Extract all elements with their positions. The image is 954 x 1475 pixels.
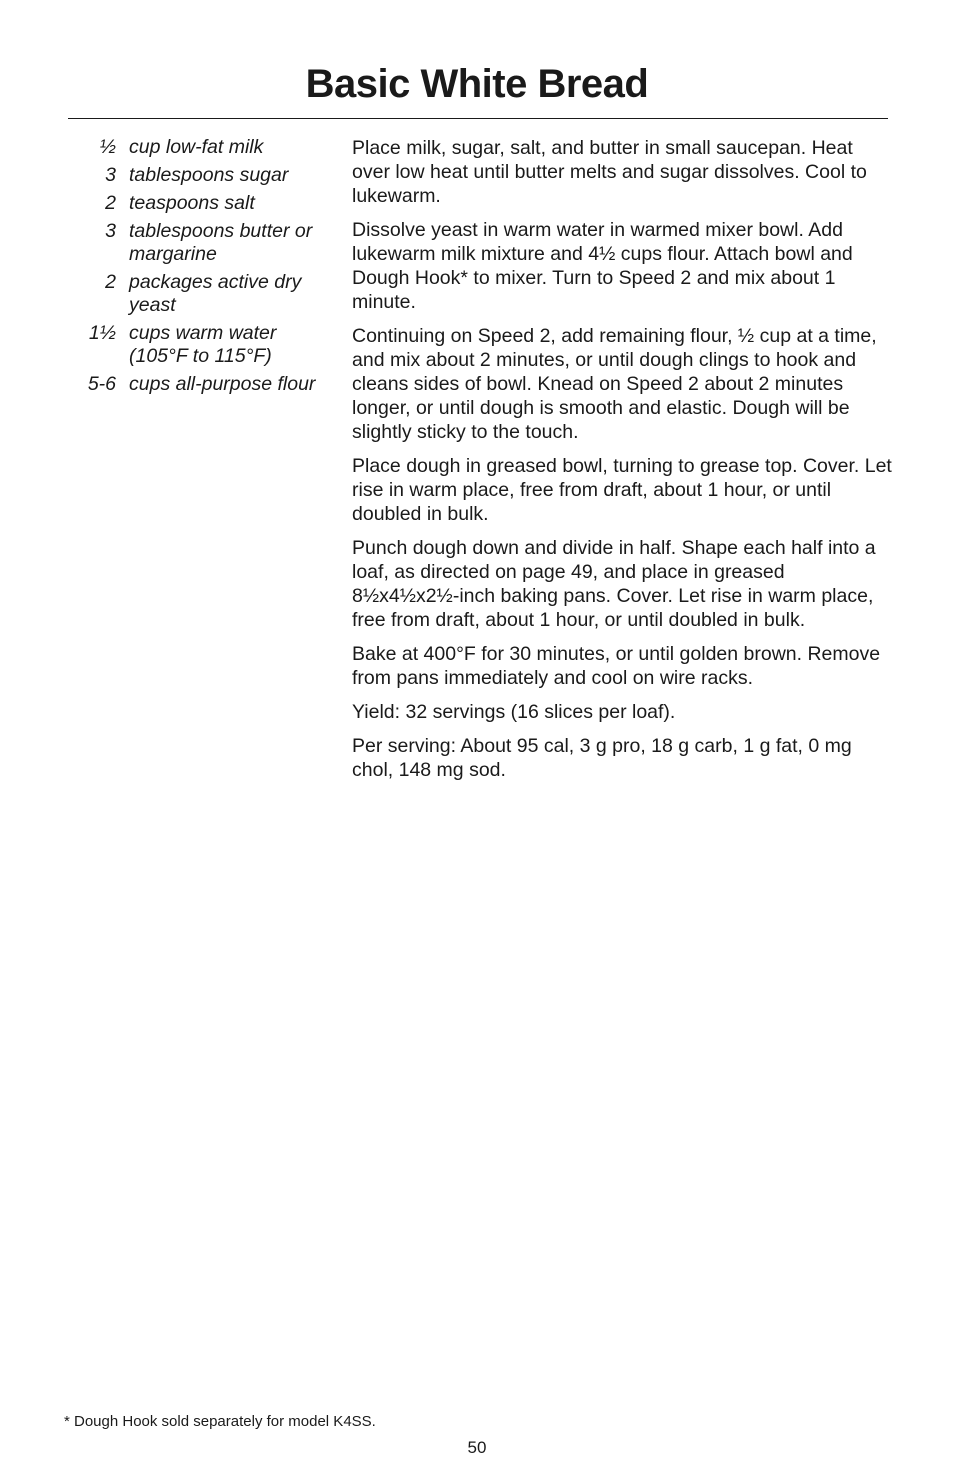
instruction-step: Place milk, sugar, salt, and butter in small saucepan. Heat over low heat until butter melts and sugar dissolves. Cool to lukewarm. [352,137,867,207]
ingredient-item [60,322,330,368]
ingredient-quantity: 1½ [88,322,116,344]
ingredient-item [60,192,330,215]
instruction-step: Bake at 400°F for 30 minutes, or until golden brown. Remove from pans immediately and cool on wire racks. [352,643,881,689]
ingredient-text: teaspoons salt [129,192,255,214]
page-title: Basic White Bread [305,62,649,106]
instruction-step: Continuing on Speed 2, add remaining flour, ½ cup at a time, and mix about 2 minutes, or until dough clings to hook and cleans sides of bowl. Knead on Speed 2 about 2 minutes longer, or until dough is smooth and elastic. Dough will be slightly sticky to the touch. [352,325,877,443]
ingredient-item [60,373,330,396]
ingredient-quantity: 2 [105,271,116,293]
ingredient-quantity: 3 [105,220,116,242]
ingredient-text: tablespoons sugar [129,164,289,186]
nutrition-text: Per serving: About 95 cal, 3 g pro, 18 g carb, 1 g fat, 0 mg chol, 148 mg sod. [352,735,852,781]
ingredient-item [60,271,330,317]
title-divider [68,118,888,119]
ingredient-list [60,136,330,401]
ingredient-text: cups all-purpose flour [129,373,316,395]
instructions [352,136,892,792]
ingredient-quantity: 2 [105,192,116,214]
instruction-step: Punch dough down and divide in half. Shape each half into a loaf, as directed on page 49, and place in greased 8½x4½x2½-inch baking pans. Cover. Let rise in warm place, free from draft, about 1 hour, or until doubled in bulk. [352,537,876,631]
ingredient-text: cup low-fat milk [129,136,264,158]
ingredient-text: cups warm water (105°F to 115°F) [129,322,277,367]
yield-text: Yield: 32 servings (16 slices per loaf). [352,701,676,723]
ingredient-text: tablespoons butter or margarine [129,220,313,265]
ingredient-quantity: 5-6 [87,373,116,395]
ingredient-item [60,220,330,266]
instruction-step: Dissolve yeast in warm water in warmed mixer bowl. Add lukewarm milk mixture and 4½ cups flour. Attach bowl and Dough Hook* to mixer. Turn to Speed 2 and mix about 1 minute. [352,219,853,313]
ingredient-text: packages active dry yeast [129,271,302,316]
ingredient-item [60,164,330,187]
footnote: * Dough Hook sold separately for model K4SS. [64,1413,376,1430]
ingredient-quantity: 3 [105,164,116,186]
ingredient-item [60,136,330,159]
instruction-step: Place dough in greased bowl, turning to grease top. Cover. Let rise in warm place, free from draft, about 1 hour, or until doubled in bulk. [352,455,892,525]
page-number: 50 [467,1438,487,1457]
ingredient-quantity: ½ [99,136,116,158]
